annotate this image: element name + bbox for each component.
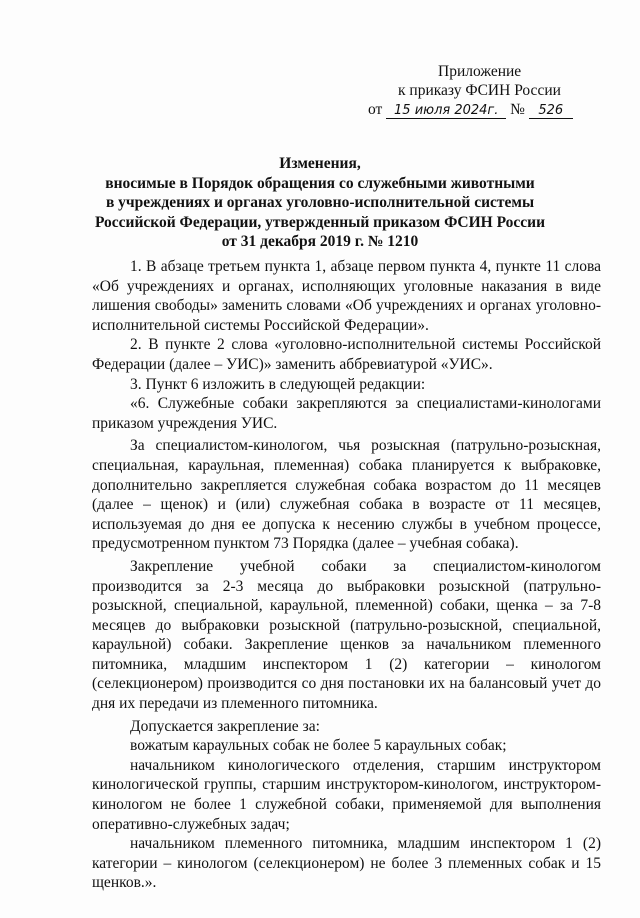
paragraph-item-3: 3. Пункт 6 изложить в следующей редакции: <box>130 375 426 393</box>
title-line-1: Изменения, <box>279 155 361 172</box>
paragraph-item-1: 1. В абзаце третьем пункта 1, абзаце первом пункта 4, пункте 11 слова «Об учреждениях и органах, исполняющих уголовные наказания в виде лишения свободы» заменить словами «Об учреждениях и органах уголовно-исполнительной системы Российской Федерации». <box>92 258 601 334</box>
appendix-date-number <box>368 100 608 119</box>
appendix-order-reference: к приказу ФСИН России <box>398 82 561 99</box>
document-body <box>92 257 601 893</box>
appendix-header <box>368 62 608 119</box>
date-prefix: от <box>368 101 383 118</box>
number-prefix: № <box>510 101 525 118</box>
title-line-3: в учреждениях и органах уголовно-исполнительной системы <box>105 194 535 211</box>
document-title <box>40 154 600 252</box>
handwritten-number: 526 <box>529 103 573 119</box>
paragraph-guard-handler: вожатым караульных собак не более 5 караульных собак; <box>130 737 507 755</box>
paragraph-breeding-kennel: начальником племенного питомника, младшим инспектором 1 (2) категории – кинологом (селекционером) не более 3 племенных собак и 15 щенков.». <box>92 835 601 892</box>
paragraph-point-6-intro: «6. Служебные собаки закрепляются за специалистами-кинологами приказом учреждения УИС. <box>92 395 601 432</box>
paragraph-allowed-assignment: Допускается закрепление за: <box>130 717 320 735</box>
paragraph-item-2: 2. В пункте 2 слова «уголовно-исполнительной системы Российской Федерации (далее – УИС)» заменить аббревиатурой «УИС». <box>92 336 601 373</box>
appendix-label: Приложение <box>438 63 522 80</box>
paragraph-point-6-third: Закрепление учебной собаки за специалистом-кинологом производится за 2-3 месяца до выбраковки розыскной (патрульно-розыскной, специальной, караульной, племенной) собаки, щенка – за 7-8 месяцев до выбраковки розыскной (патрульно-розыскной, специальной, караульной) собаки. Закрепление щенков за начальником племенного питомника, младшим инспектором 1 (2) категории – кинологом (селекционером) производится со дня постановки их на балансовый учет до дня их передачи из племенного питомника. <box>92 557 601 713</box>
title-line-5: от 31 декабря 2019 г. № 1210 <box>221 233 419 250</box>
paragraph-point-6-second: За специалистом-кинологом, чья розыскная (патрульно-розыскная, специальная, караульная, племенная) собака планируется к выбраковке, дополнительно закрепляется служебная собака возрастом до 11 месяцев (далее – щенок) и (или) служебная собака в возрасте от 11 месяцев, используемая до дня ее допуска к несению службы в учебном процессе, предусмотренном пунктом 73 Порядка (далее – учебная собака). <box>92 437 601 553</box>
title-line-2: вносимые в Порядок обращения со служебными животными <box>105 174 535 192</box>
title-line-4: Российской Федерации, утвержденный приказом ФСИН России <box>94 213 546 231</box>
paragraph-cynology-heads: начальником кинологического отделения, старшим инструктором кинологической группы, старшим инструктором-кинологом, инструктором-кинологом не более 1 служебной собаки, применяемой для выполнения оперативно-служебных задач; <box>92 756 601 833</box>
handwritten-date: 15 июля 2024г. <box>386 103 506 119</box>
